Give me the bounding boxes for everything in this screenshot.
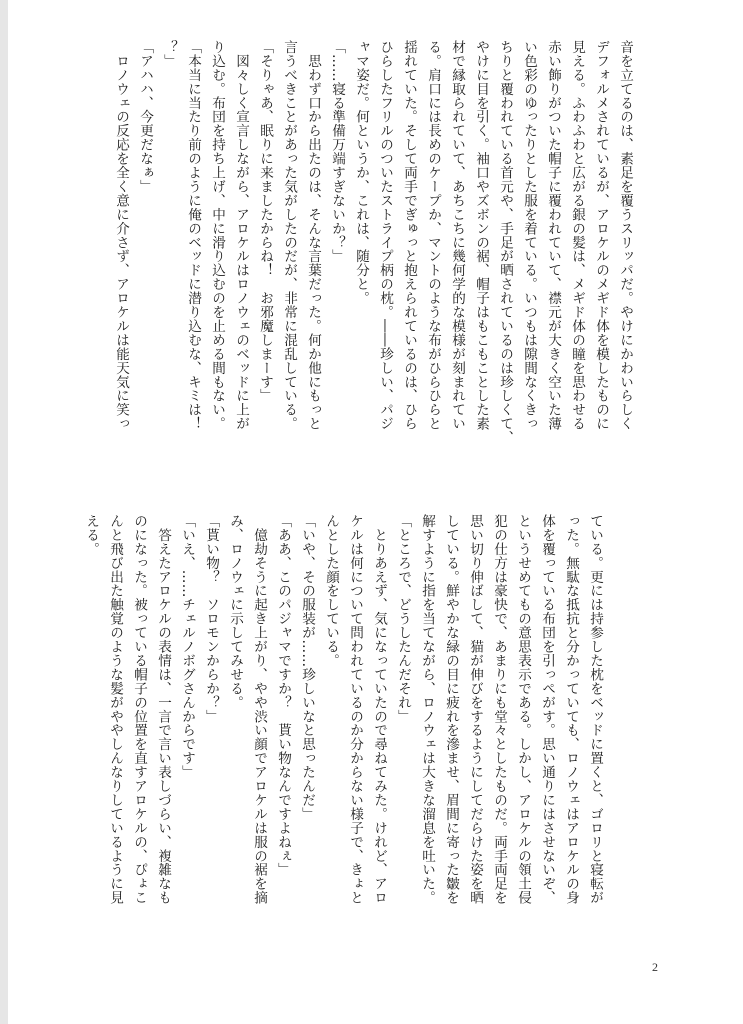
text-line: 「アハハ、今更だなぁ」 (137, 40, 153, 194)
text-line: 思い切り伸ばして、猫が伸びをするようにしてだらけた姿を晒 (467, 514, 483, 905)
text-line: ロノウェの反応を全く意に介さず、アロケルは能天気に笑っ (113, 40, 129, 431)
text-line: 「ところで、どうしたんだそれ」 (395, 514, 411, 724)
page-number: 2 (652, 960, 658, 974)
text-line: 音を立てるのは、素足を覆うスリッパだ。やけにかわいらしく (617, 40, 633, 431)
text-line: ている。更には持参した枕をベッドに置くと、ゴロリと寝転が (587, 514, 603, 905)
text-line: 「……寝る準備万端すぎないか？」 (329, 40, 345, 264)
text-line: 揺れていた。そして両手でぎゅっと抱えられているのは、ひら (401, 40, 417, 431)
text-line: 答えたアロケルの表情は、一言で言い表しづらい、複雑なも (155, 514, 171, 905)
text-line: ケルは何について問われているのか分からない様子で、きょと (347, 514, 363, 905)
text-line: 「そりゃあ、眠りに来ましたからね！ お邪魔しまーす」 (257, 40, 273, 403)
text-line: 材で縁取られていて、あちこちに幾何学的な模様が刻まれてい (449, 40, 465, 431)
text-line: 「貰い物？ ソロモンからか？」 (203, 514, 219, 724)
text-line: 体を覆っている布団を引っぺがす。思い通りにはさせないぞ、 (539, 514, 555, 905)
text-line: み、ロノウェに示してみせる。 (227, 514, 243, 710)
text-line: 見える。ふわふわと広がる銀の髪は、メギド体の瞳を思わせる (569, 40, 585, 431)
text-line: える。 (83, 514, 99, 556)
text-line: とりあえず、気になっていたので尋ねてみた。けれど、アロ (371, 514, 387, 905)
text-line: ？」 (161, 40, 177, 68)
text-line: 「いや、その服装が……珍しいなと思ったんだ」 (299, 514, 315, 821)
text-line: デフォルメされているが、アロケルのメギド体を模したものに (593, 40, 609, 431)
text-line: ちりと覆われている首元や、手足が晒されているのは珍しくて、 (497, 40, 513, 445)
text-line: 犯の仕方は豪快で、あまりにも堂々としたものだ。両手両足を (491, 514, 507, 905)
text-line: い色彩のゆったりとした服を着ている。いつもは隙間なくきっ (521, 40, 537, 431)
text-line: 思わず口から出たのは、そんな言葉だった。何か他にもっと (305, 40, 321, 431)
text-line: 解すように指を当てながら、ロノウェは大きな溜息を吐いた。 (419, 514, 435, 905)
text-line: 億劫そうに起き上がり、やや渋い顔でアロケルは服の裾を摘 (251, 514, 267, 905)
text-line: 言うべきことがあった気がしたのだが、非常に混乱している。 (281, 40, 297, 431)
text-line: 図々しく宣言しながら、アロケルはロノウェのベッドに上が (233, 40, 249, 431)
text-line: のになった。被っている帽子の位置を直すアロケルの、ぴょこ (131, 514, 147, 905)
text-line: 「本当に当たり前のように俺のベッドに潜り込むな、キミは！ (185, 40, 201, 431)
text-line: ひらしたフリルのついたストライプ柄の枕。――珍しい、パジ (377, 40, 393, 431)
text-line: している。鮮やかな緑の目に疲れを滲ませ、眉間に寄った皺を (443, 514, 459, 905)
text-line: というせめてもの意思表示である。しかし、アロケルの領土侵 (515, 514, 531, 905)
page-edge-shadow (0, 0, 8, 1024)
text-line: 「いえ、……チェルノボグさんからです」 (179, 514, 195, 780)
text-block-upper (113, 40, 637, 480)
text-line: 赤い飾りがついた帽子に覆われていて、襟元が大きく空いた薄 (545, 40, 561, 431)
text-line: んとした顔をしている。 (323, 514, 339, 668)
text-block-lower (83, 514, 607, 954)
text-line: り込む。布団を持ち上げ、中に滑り込むのを止める間もない。 (209, 40, 225, 431)
text-line: 「ああ、このパジャマですか？ 貰い物なんですよねぇ」 (275, 514, 291, 877)
text-line: った。無駄な抵抗と分かっていても、ロノウェはアロケルの身 (563, 514, 579, 905)
text-line: んと飛び出た触覚のような髪がややしんなりしているように見 (107, 514, 123, 905)
text-line: ャマ姿だ。何というか、これは、随分と。 (353, 40, 369, 306)
text-line: やけに目を引く。袖口やズボンの裾、帽子はもこもことした素 (473, 40, 489, 431)
text-line: る。肩口には長めのケープか、マントのような布がひらひらと (425, 40, 441, 431)
